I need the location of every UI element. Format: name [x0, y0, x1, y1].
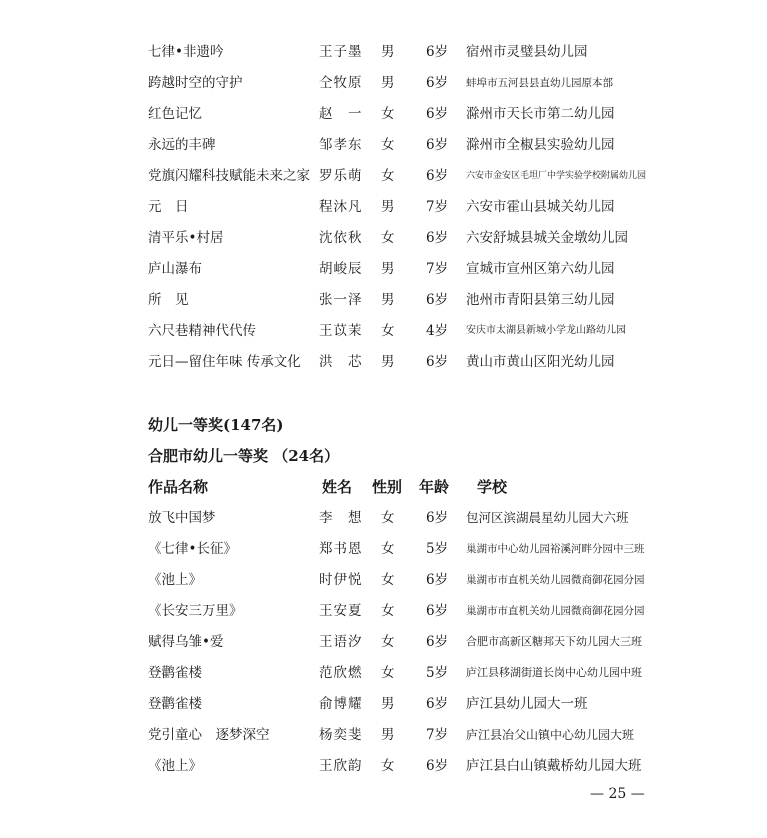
child-name: 仝牧原 — [319, 75, 363, 91]
school-name: 滁州市天长市第二幼儿园 — [466, 106, 615, 122]
child-age: 7岁 — [426, 727, 449, 743]
child-name: 王安夏 — [319, 603, 363, 619]
page-number: — 25 — — [590, 786, 645, 802]
child-sex: 男 — [381, 261, 395, 277]
table-row — [0, 600, 767, 622]
list-item — [0, 258, 767, 280]
child-sex: 男 — [381, 354, 395, 370]
child-age: 7岁 — [426, 261, 449, 277]
child-sex: 女 — [381, 758, 395, 774]
child-sex: 男 — [381, 44, 395, 60]
work-title: 跨越时空的守护 — [148, 75, 243, 91]
school-name: 庐江县白山镇戴桥幼儿园大班 — [466, 758, 642, 774]
school-name: 黄山市黄山区阳光幼儿园 — [466, 354, 615, 370]
child-age: 6岁 — [426, 292, 449, 308]
child-age: 6岁 — [426, 106, 449, 122]
child-name: 杨奕斐 — [319, 727, 363, 743]
child-age: 6岁 — [426, 758, 449, 774]
child-sex: 男 — [381, 199, 395, 215]
school-name: 包河区滨湖晨星幼儿园大六班 — [466, 510, 629, 525]
child-name: 赵 一 — [319, 106, 363, 122]
header-sex: 性别 — [372, 478, 403, 496]
child-age: 6岁 — [426, 510, 449, 526]
work-title: 党引童心 逐梦深空 — [148, 727, 270, 743]
child-age: 6岁 — [426, 634, 449, 650]
child-sex: 男 — [381, 292, 395, 308]
school-name: 庐江县移湖街道长岗中心幼儿园中班 — [466, 666, 642, 679]
work-title: 党旗闪耀科技赋能未来之家 — [148, 168, 310, 184]
school-name: 巢湖市中心幼儿园裕溪河畔分园中三班 — [466, 543, 645, 555]
child-age: 5岁 — [426, 665, 449, 681]
work-title: 庐山瀑布 — [148, 261, 202, 277]
child-sex: 女 — [381, 634, 395, 650]
table-row — [0, 538, 767, 560]
work-title: 红色记忆 — [148, 106, 202, 122]
school-name: 合肥市高新区糖邦天下幼儿园大三班 — [466, 635, 642, 648]
child-age: 6岁 — [426, 44, 449, 60]
child-name: 罗乐萌 — [319, 168, 363, 184]
child-age: 5岁 — [426, 541, 449, 557]
school-name: 宿州市灵璧县幼儿园 — [466, 44, 588, 60]
child-sex: 女 — [381, 510, 395, 526]
work-title: 登鹳雀楼 — [148, 696, 202, 712]
child-sex: 女 — [381, 106, 395, 122]
table-header — [0, 475, 767, 499]
child-sex: 女 — [381, 168, 395, 184]
list-item — [0, 351, 767, 373]
work-title: 六尺巷精神代代传 — [148, 323, 256, 339]
school-name: 巢湖市市直机关幼儿园微商御花园分园 — [466, 574, 645, 586]
child-sex: 男 — [381, 696, 395, 712]
child-name: 邹孝东 — [319, 137, 363, 153]
sub-heading: 合肥市幼儿一等奖 （24名） — [148, 447, 340, 465]
school-name: 安庆市太湖县新城小学龙山路幼儿园 — [466, 325, 626, 336]
list-item — [0, 165, 767, 187]
child-age: 6岁 — [426, 75, 449, 91]
child-sex: 女 — [381, 230, 395, 246]
school-name: 巢湖市市直机关幼儿园微商御花园分园 — [466, 605, 645, 617]
work-title: 登鹳雀楼 — [148, 665, 202, 681]
school-name: 池州市青阳县第三幼儿园 — [466, 292, 615, 308]
child-name: 程沐凡 — [319, 199, 363, 215]
header-name: 姓名 — [322, 478, 353, 496]
table-row — [0, 631, 767, 653]
table-row — [0, 724, 767, 746]
header-title: 作品名称 — [148, 478, 209, 496]
list-item — [0, 41, 767, 63]
work-title: 《长安三万里》 — [148, 603, 243, 619]
child-name: 王欣韵 — [319, 758, 363, 774]
school-name: 庐江县冶父山镇中心幼儿园大班 — [466, 728, 635, 742]
work-title: 所 见 — [148, 292, 189, 308]
child-age: 7岁 — [426, 199, 449, 215]
school-name: 蚌埠市五河县县直幼儿园原本部 — [466, 77, 613, 89]
school-name: 六安舒城县城关金墩幼儿园 — [466, 230, 628, 246]
list-item — [0, 227, 767, 249]
child-age: 6岁 — [426, 230, 449, 246]
list-item — [0, 196, 767, 218]
work-title: 放飞中国梦 — [148, 510, 216, 526]
child-age: 4岁 — [426, 323, 449, 339]
child-sex: 女 — [381, 603, 395, 619]
child-sex: 女 — [381, 665, 395, 681]
table-row — [0, 693, 767, 715]
list-item — [0, 134, 767, 156]
child-age: 6岁 — [426, 603, 449, 619]
child-name: 王苡茉 — [319, 323, 363, 339]
header-school: 学校 — [477, 478, 508, 496]
school-name: 庐江县幼儿园大一班 — [466, 696, 588, 712]
section-heading: 幼儿一等奖(147名) — [148, 416, 284, 434]
child-name: 范欣燃 — [319, 665, 363, 681]
work-title: 《池上》 — [148, 758, 202, 774]
work-title: 《七律•长征》 — [148, 541, 237, 557]
child-age: 6岁 — [426, 168, 449, 184]
child-name: 郑书恩 — [319, 541, 363, 557]
child-name: 王子墨 — [319, 44, 363, 60]
child-age: 6岁 — [426, 696, 449, 712]
child-sex: 女 — [381, 541, 395, 557]
school-name: 宣城市宣州区第六幼儿园 — [466, 261, 615, 277]
school-name: 滁州市全椒县实验幼儿园 — [466, 137, 615, 153]
list-item — [0, 289, 767, 311]
child-name: 洪 芯 — [319, 354, 363, 370]
child-name: 时伊悦 — [319, 572, 363, 588]
table-row — [0, 569, 767, 591]
child-name: 李 想 — [319, 510, 363, 526]
child-name: 张一泽 — [319, 292, 363, 308]
child-sex: 男 — [381, 727, 395, 743]
school-name: 六安市霍山县城关幼儿园 — [466, 199, 615, 215]
child-sex: 女 — [381, 137, 395, 153]
work-title: 七律•非遗吟 — [148, 44, 224, 60]
child-name: 俞博耀 — [319, 696, 363, 712]
child-age: 6岁 — [426, 137, 449, 153]
work-title: 清平乐•村居 — [148, 230, 224, 246]
table-row — [0, 662, 767, 684]
header-age: 年龄 — [419, 478, 450, 496]
child-sex: 男 — [381, 75, 395, 91]
child-name: 王语汐 — [319, 634, 363, 650]
work-title: 元日—留住年味 传承文化 — [148, 354, 301, 370]
table-row — [0, 755, 767, 777]
child-sex: 女 — [381, 572, 395, 588]
work-title: 《池上》 — [148, 572, 202, 588]
table-row — [0, 507, 767, 529]
list-item — [0, 320, 767, 342]
child-age: 6岁 — [426, 354, 449, 370]
child-name: 胡峻辰 — [319, 261, 363, 277]
child-sex: 女 — [381, 323, 395, 339]
list-item — [0, 103, 767, 125]
work-title: 永远的丰碑 — [148, 137, 216, 153]
work-title: 元 日 — [148, 199, 189, 215]
work-title: 赋得乌雏•爱 — [148, 634, 224, 650]
list-item — [0, 72, 767, 94]
child-name: 沈依秋 — [319, 230, 363, 246]
school-name: 六安市金安区毛坦厂中学实验学校附属幼儿园 — [466, 171, 647, 181]
child-age: 6岁 — [426, 572, 449, 588]
